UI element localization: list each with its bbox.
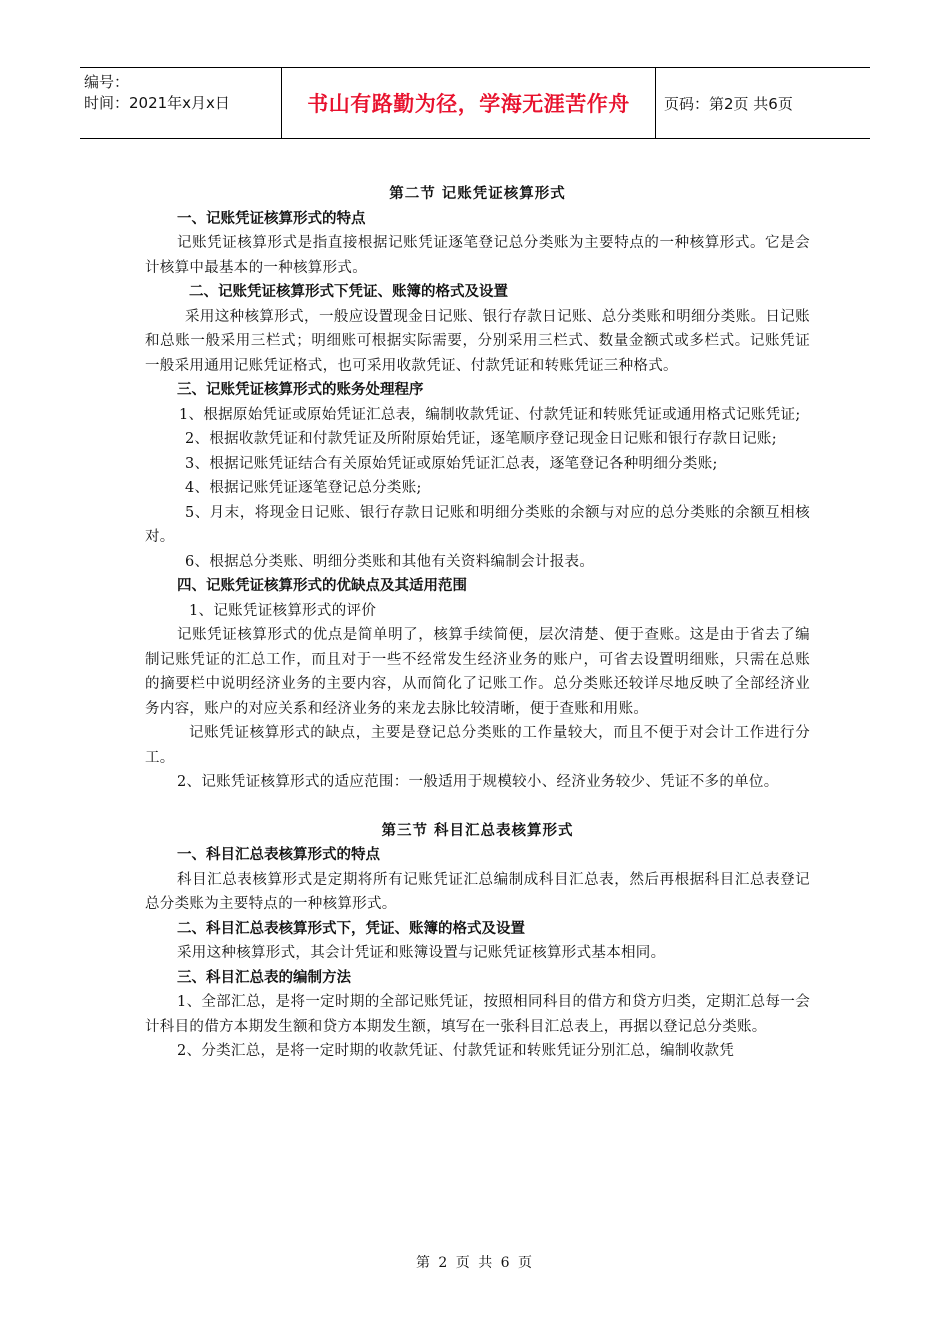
- section-gap: [145, 795, 810, 819]
- step-item: 1、根据原始凭证或原始凭证汇总表，编制收款凭证、付款凭证和转账凭证或通用格式记账凭证;: [179, 406, 801, 423]
- step-item: 3、根据记账凭证结合有关原始凭证或原始凭证汇总表，逐笔登记各种明细分类账;: [185, 455, 718, 472]
- step-item: 2、根据收款凭证和付款凭证及所附原始凭证，逐笔顺序登记现金日记账和银行存款日记账;: [185, 431, 777, 447]
- header-motto: 书山有路勤为径，学海无涯苦作舟: [282, 68, 656, 138]
- section-3-title: 第三节 科目汇总表核算形式: [381, 821, 574, 839]
- header-meta: [80, 68, 282, 138]
- header-number: 编号：: [84, 73, 130, 91]
- section-3-paragraph-2: 采用这种核算形式，其会计凭证和账簿设置与记账凭证核算形式基本相同。: [177, 945, 666, 961]
- page-footer: 第 2 页 共 6 页: [415, 1255, 535, 1271]
- section-2-paragraph-2: 采用这种核算形式，一般应设置现金日记账、银行存款日记账、总分类账和明细分类账。日记账和总账一般采用三栏式；明细账可根据实际需要，分别采用三栏式、数量金额式或多栏式。记账凭证一般采用通用记账凭证格式，也可采用收款凭证、付款凭证和转账凭证三种格式。: [145, 308, 810, 374]
- section-2-heading-4: 四、记账凭证核算形式的优缺点及其适用范围: [177, 577, 467, 594]
- section-3-heading-1: 一、科目汇总表核算形式的特点: [177, 846, 380, 863]
- header-time: 时间：2021年x月x日: [84, 94, 230, 112]
- document-body: [145, 182, 810, 1064]
- header-page: 页码：第2页 共6页: [664, 94, 793, 113]
- step-item: 4、根据记账凭证逐笔登记总分类账;: [185, 480, 422, 496]
- step-item: 6、根据总分类账、明细分类账和其他有关资料编制会计报表。: [185, 553, 595, 570]
- section-2-subheading: 1、记账凭证核算形式的评价: [189, 602, 377, 619]
- section-2-heading-3: 三、记账凭证核算形式的账务处理程序: [177, 381, 424, 398]
- section-2-heading-2: 二、记账凭证核算形式下凭证、账簿的格式及设置: [189, 283, 508, 300]
- section-3-paragraph-1: 科目汇总表核算形式是定期将所有记账凭证汇总编制成科目汇总表，然后再根据科目汇总表登记总分类账为主要特点的一种核算形式。: [145, 871, 810, 912]
- header-table: [80, 67, 870, 139]
- step-item: 5、月末，将现金日记账、银行存款日记账和明细分类账的余额与对应的总分类账的余额互相核对。: [145, 504, 810, 545]
- section-2-heading-1: 一、记账凭证核算形式的特点: [177, 209, 366, 227]
- section-2-title: 第二节 记账凭证核算形式: [389, 185, 566, 202]
- section-3-paragraph-3b: 2、分类汇总，是将一定时期的收款凭证、付款凭证和转账凭证分别汇总，编制收款凭: [177, 1043, 735, 1059]
- section-3-paragraph-3a: 1、全部汇总，是将一定时期的全部记账凭证，按照相同科目的借方和贷方归类，定期汇总每一会计科目的借方本期发生额和贷方本期发生额，填写在一张科目汇总表上，再据以登记总分类账。: [145, 994, 810, 1035]
- section-2-paragraph-4a: 记账凭证核算形式的优点是简单明了，核算手续简便，层次清楚、便于查账。这是由于省去了编制记账凭证的汇总工作，而且对于一些不经常发生经济业务的账户，可省去设置明细账，只需在总账的摘要栏中说明经济业务的主要内容，从而简化了记账工作。总分类账还较详尽地反映了全部经济业务内容，账户的对应关系和经济业务的来龙去脉比较清晰，便于查账和用账。: [145, 627, 810, 717]
- section-2-paragraph-4c: 2、记账凭证核算形式的适应范围：一般适用于规模较小、经济业务较少、凭证不多的单位。: [177, 774, 779, 790]
- section-3-heading-3: 三、科目汇总表的编制方法: [177, 968, 351, 986]
- section-3-heading-2: 二、科目汇总表核算形式下，凭证、账簿的格式及设置: [177, 919, 525, 937]
- section-2-paragraph-1: 记账凭证核算形式是指直接根据记账凭证逐笔登记总分类账为主要特点的一种核算形式。它是会计核算中最基本的一种核算形式。: [145, 235, 810, 276]
- section-2-paragraph-4b: 记账凭证核算形式的缺点，主要是登记总分类账的工作量较大，而且不便于对会计工作进行分工。: [145, 725, 810, 766]
